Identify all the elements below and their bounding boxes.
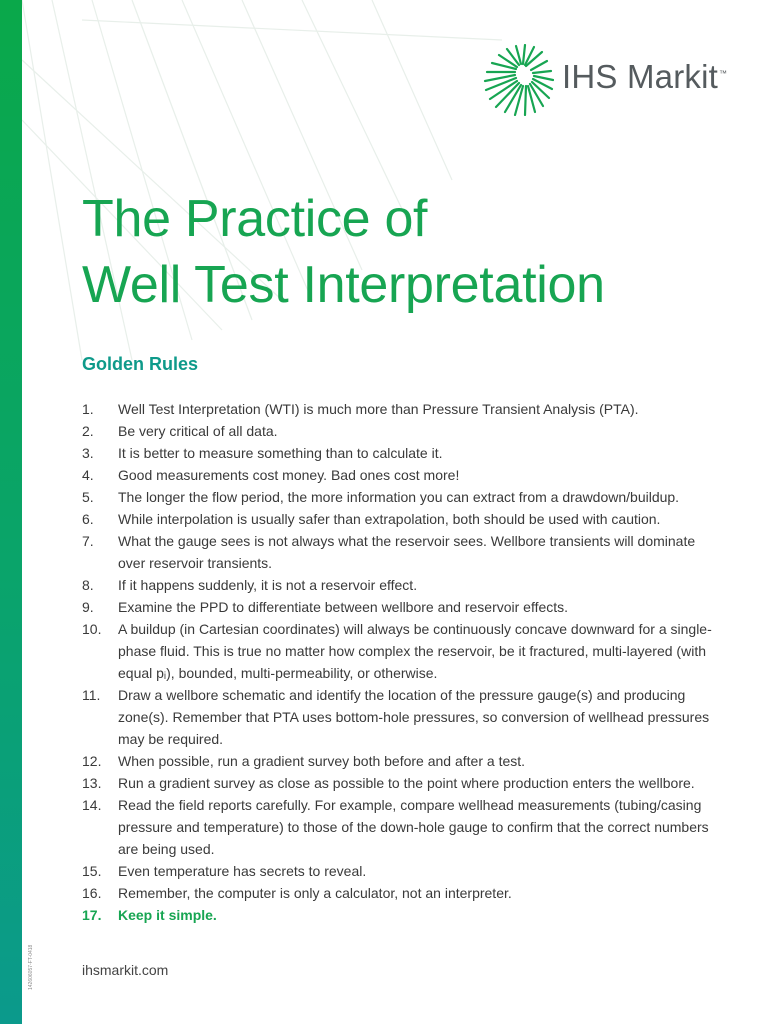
trademark-symbol: ™ xyxy=(719,69,728,78)
rule-text: While interpolation is usually safer than extrapolation, both should be used with caution. xyxy=(118,511,661,527)
rule-number: 13. xyxy=(82,775,102,791)
page-title xyxy=(82,186,605,318)
rule-number: 5. xyxy=(82,489,94,505)
ihs-markit-logo xyxy=(482,44,742,120)
rule-text: Draw a wellbore schematic and identify the location of the pressure gauge(s) and producing zone(s). Remember that PTA uses bottom-hole pressures, so conversion of wellhead pressures may be required. xyxy=(118,687,710,747)
rule-item xyxy=(82,464,722,486)
rule-number: 3. xyxy=(82,445,94,461)
rule-number: 11. xyxy=(82,687,101,703)
rule-text: A buildup (in Cartesian coordinates) will always be continuously concave downward for a single-phase fluid. This is true no matter how complex the reservoir, be it fractured, multi-layered (with equal pᵢ), bounded, multi-permeability, or otherwise. xyxy=(118,621,712,681)
rule-text: What the gauge sees is not always what the reservoir sees. Wellbore transients will dominate over reservoir transients. xyxy=(118,533,696,571)
rule-text: Run a gradient survey as close as possible to the point where production enters the wellbore. xyxy=(118,775,695,791)
footer-website-link[interactable]: ihsmarkit.com xyxy=(82,962,169,978)
rule-text: When possible, run a gradient survey both before and after a test. xyxy=(118,753,526,769)
rule-text: It is better to measure something than to calculate it. xyxy=(118,445,443,461)
rule-text: Read the field reports carefully. For example, compare wellhead measurements (tubing/casing pressure and temperature) to those of the down-hole gauge to confirm that the correct numbers are being used. xyxy=(118,797,709,857)
rule-number: 12. xyxy=(82,753,102,769)
rule-item xyxy=(82,794,722,860)
rule-item xyxy=(82,574,722,596)
rule-item xyxy=(82,442,722,464)
rule-item xyxy=(82,530,722,574)
rule-item xyxy=(82,486,722,508)
rule-number: 10. xyxy=(82,621,102,637)
ihs-markit-starburst-icon xyxy=(482,44,554,116)
rule-number: 14. xyxy=(82,797,102,813)
rule-text: Examine the PPD to differentiate between wellbore and reservoir effects. xyxy=(118,599,569,615)
rule-text: Remember, the computer is only a calculator, not an interpreter. xyxy=(118,885,512,901)
section-heading-golden-rules: Golden Rules xyxy=(82,354,199,374)
rule-item xyxy=(82,398,722,420)
rule-number: 17. xyxy=(82,907,102,923)
rule-item xyxy=(82,684,722,750)
rule-item xyxy=(82,882,722,904)
rule-text: Keep it simple. xyxy=(118,907,217,923)
rule-text: Well Test Interpretation (WTI) is much more than Pressure Transient Analysis (PTA). xyxy=(118,401,639,417)
rule-item xyxy=(82,750,722,772)
rule-item-highlighted xyxy=(82,904,722,926)
rule-number: 15. xyxy=(82,863,102,879)
logo-wordmark: IHS Markit™ xyxy=(562,58,728,95)
golden-rules-list xyxy=(82,398,722,926)
document-code: 142606057-FT-0418 xyxy=(28,944,34,990)
rule-item xyxy=(82,596,722,618)
rule-number: 9. xyxy=(82,599,94,615)
side-accent-bar xyxy=(0,0,22,1024)
rule-text: The longer the flow period, the more information you can extract from a drawdown/buildup. xyxy=(118,489,680,505)
rule-item xyxy=(82,860,722,882)
rule-number: 4. xyxy=(82,467,94,483)
rule-number: 1. xyxy=(82,401,94,417)
rule-number: 2. xyxy=(82,423,94,439)
rule-item xyxy=(82,772,722,794)
rule-item xyxy=(82,618,722,684)
rule-number: 16. xyxy=(82,885,102,901)
rule-text: Be very critical of all data. xyxy=(118,423,278,439)
rule-number: 8. xyxy=(82,577,94,593)
page-title-line-2: Well Test Interpretation xyxy=(82,256,605,314)
rule-item xyxy=(82,508,722,530)
rule-number: 6. xyxy=(82,511,94,527)
rule-text: Even temperature has secrets to reveal. xyxy=(118,863,367,879)
rule-text: If it happens suddenly, it is not a reservoir effect. xyxy=(118,577,418,593)
rule-number: 7. xyxy=(82,533,94,549)
rule-text: Good measurements cost money. Bad ones cost more! xyxy=(118,467,460,483)
page-title-line-1: The Practice of xyxy=(82,190,428,248)
rule-item xyxy=(82,420,722,442)
